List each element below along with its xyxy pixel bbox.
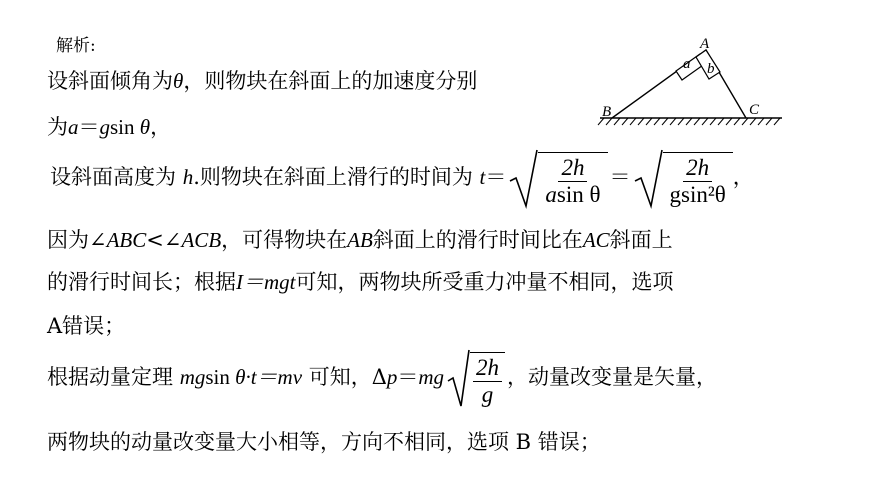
ac: AC [582, 228, 610, 252]
label-a: a [683, 56, 691, 72]
num: 2h [473, 355, 502, 382]
fraction-3 [470, 352, 505, 408]
text: 因为∠ [47, 228, 107, 252]
label-B: B [602, 104, 612, 120]
eq: ＝ [609, 165, 631, 189]
ab: AB [347, 228, 373, 252]
formula-rest: θ·t＝mv [235, 365, 303, 389]
formula: I＝mgt [236, 270, 296, 294]
text: 可知，Δ [302, 365, 387, 389]
sqrt-2 [633, 148, 733, 210]
abc: ABC [106, 228, 147, 252]
eq: ＝ [397, 365, 419, 389]
heading: 解析: [56, 36, 96, 56]
line-5 [47, 268, 674, 296]
line-3 [50, 146, 754, 208]
fraction-2 [663, 152, 733, 208]
text: 设斜面高度为 [50, 165, 183, 189]
text: ，可得物块在 [221, 228, 348, 252]
fraction-1 [538, 152, 607, 208]
den [542, 182, 603, 208]
sqrt-1 [508, 148, 607, 210]
den: g [481, 382, 494, 407]
theta: θ [139, 115, 151, 139]
text: .则物块在斜面上滑行的时间为 [193, 165, 480, 189]
var-g: g [99, 115, 110, 139]
var-a: a [68, 115, 79, 139]
text: 设斜面倾角为 [47, 69, 173, 93]
label-C: C [749, 102, 760, 118]
num: 2h [558, 155, 587, 182]
text: <∠ [146, 228, 182, 252]
text: ，动量改变量是矢量， [507, 365, 718, 389]
num: 2h [683, 155, 712, 182]
var-mg: mg [418, 365, 445, 389]
sqrt-3 [446, 348, 505, 410]
text: 斜面上的滑行时间比在 [372, 228, 583, 252]
line-6: A错误； [47, 314, 126, 338]
label-A: A [700, 36, 710, 52]
text: 根据动量定理 [47, 365, 180, 389]
text: 的滑行时间长；根据 [47, 270, 236, 294]
var-h: h [182, 165, 194, 189]
end: ， [732, 165, 754, 189]
line-1 [47, 67, 477, 95]
end: ， [150, 115, 172, 139]
incline-diagram [596, 36, 786, 131]
sin: sin [110, 115, 140, 139]
label-b: b [707, 61, 715, 77]
prefix: 为 [47, 115, 68, 139]
var-p: p [386, 365, 398, 389]
formula: mg [179, 365, 206, 389]
line-7 [47, 346, 717, 408]
den: gsin²θ [669, 182, 726, 207]
theta: θ [173, 69, 184, 93]
den-a: a [545, 182, 557, 207]
line-8: 两物块的动量改变量大小相等，方向不相同，选项 B 错误； [47, 430, 601, 454]
eq: ＝ [485, 165, 507, 189]
eq: ＝ [78, 115, 100, 139]
incline-sides [612, 50, 746, 118]
acb: ACB [181, 228, 222, 252]
var-t: t [479, 165, 486, 189]
den-b: sin θ [556, 182, 601, 207]
text: 斜面上 [609, 228, 673, 252]
sin: sin [205, 365, 236, 389]
line-4 [47, 226, 673, 254]
text: 可知，两物块所受重力冲量不相同，选项 [295, 270, 674, 294]
line-2 [47, 113, 171, 141]
text: ，则物块在斜面上的加速度分别 [183, 69, 478, 93]
ground [598, 118, 782, 125]
